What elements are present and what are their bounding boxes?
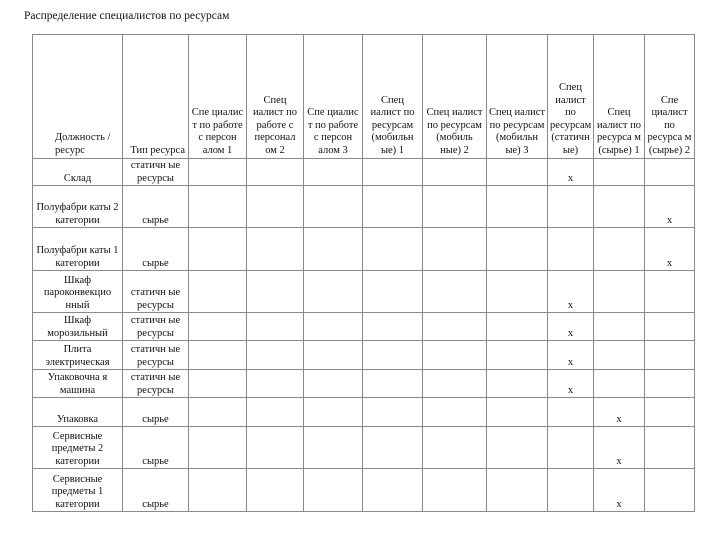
assignment-cell [548, 228, 594, 271]
assignment-cell [594, 186, 645, 228]
assignment-cell [363, 313, 423, 341]
resource-name-cell: Склад [33, 159, 123, 186]
assignment-cell [645, 398, 695, 427]
assignment-cell [594, 228, 645, 271]
assignment-cell [189, 469, 247, 512]
assignment-cell [247, 228, 304, 271]
table-row [33, 159, 695, 186]
assignment-cell [189, 271, 247, 313]
resource-type-cell: статичн ые ресурсы [123, 370, 189, 398]
assignment-cell [304, 271, 363, 313]
table-row [33, 398, 695, 427]
assignment-cell [189, 313, 247, 341]
assignment-cell [487, 427, 548, 469]
assignment-cell [304, 186, 363, 228]
assignment-cell [247, 469, 304, 512]
assignment-cell [423, 370, 487, 398]
page-title: Распределение специалистов по ресурсам [24, 10, 230, 22]
assignment-cell [645, 313, 695, 341]
assignment-cell [363, 341, 423, 370]
assignment-cell [304, 469, 363, 512]
assignment-cell [247, 341, 304, 370]
column-header: Тип ресурса [123, 35, 189, 159]
assignment-cell [645, 341, 695, 370]
assignment-cell [487, 271, 548, 313]
assignment-cell [548, 469, 594, 512]
resource-type-cell: сырье [123, 427, 189, 469]
table-row [33, 427, 695, 469]
table-header-row [33, 35, 695, 159]
assignment-cell [423, 271, 487, 313]
assignment-cell [189, 228, 247, 271]
resource-type-cell: статичн ые ресурсы [123, 313, 189, 341]
assignment-cell [423, 398, 487, 427]
resource-name-cell: Плита электрическая [33, 341, 123, 370]
assignment-cell [247, 427, 304, 469]
assignment-cell [594, 370, 645, 398]
resource-name-cell: Сервисные предметы 1 категории [33, 469, 123, 512]
assignment-cell: x [594, 427, 645, 469]
assignment-cell [189, 427, 247, 469]
assignment-cell: x [548, 313, 594, 341]
assignment-cell [487, 313, 548, 341]
resource-allocation-table [32, 34, 695, 512]
assignment-cell [423, 313, 487, 341]
column-header: Спец иалист по ресурса м (сырье) 1 [594, 35, 645, 159]
column-header: Спец иалист по ресурсам (мобиль ные) 2 [423, 35, 487, 159]
resource-name-cell: Упаковка [33, 398, 123, 427]
table-row [33, 271, 695, 313]
table-row [33, 370, 695, 398]
assignment-cell [487, 228, 548, 271]
resource-name-cell: Шкаф морозильный [33, 313, 123, 341]
table-row [33, 186, 695, 228]
assignment-cell [423, 228, 487, 271]
assignment-cell [304, 341, 363, 370]
resource-name-cell: Упаковочна я машина [33, 370, 123, 398]
assignment-cell [189, 341, 247, 370]
assignment-cell [304, 398, 363, 427]
column-header: Спе циалис т по работе с персон алом 1 [189, 35, 247, 159]
assignment-cell [423, 469, 487, 512]
assignment-cell [423, 427, 487, 469]
assignment-cell [304, 427, 363, 469]
assignment-cell [487, 370, 548, 398]
assignment-cell [363, 159, 423, 186]
table-row [33, 313, 695, 341]
assignment-cell [363, 186, 423, 228]
assignment-cell [304, 370, 363, 398]
column-header: Должность / ресурс [33, 35, 123, 159]
assignment-cell: x [548, 370, 594, 398]
assignment-cell [189, 186, 247, 228]
assignment-cell [594, 271, 645, 313]
table-body [33, 35, 695, 512]
table-row [33, 341, 695, 370]
column-header: Спец иалист по ресурсам (статичн ые) [548, 35, 594, 159]
resource-type-cell: статичн ые ресурсы [123, 271, 189, 313]
assignment-cell [247, 398, 304, 427]
assignment-cell [247, 370, 304, 398]
assignment-cell [423, 159, 487, 186]
resource-type-cell: сырье [123, 186, 189, 228]
assignment-cell [247, 271, 304, 313]
column-header: Спе циалист по ресурса м (сырье) 2 [645, 35, 695, 159]
assignment-cell [189, 398, 247, 427]
assignment-cell [304, 228, 363, 271]
assignment-cell [247, 159, 304, 186]
assignment-cell [548, 427, 594, 469]
assignment-cell [363, 370, 423, 398]
assignment-cell [487, 341, 548, 370]
resource-name-cell: Полуфабри каты 1 категории [33, 228, 123, 271]
assignment-cell [645, 370, 695, 398]
assignment-cell [363, 271, 423, 313]
assignment-cell [645, 427, 695, 469]
assignment-cell [304, 313, 363, 341]
assignment-cell [363, 398, 423, 427]
assignment-cell [487, 469, 548, 512]
column-header: Спец иалист по ресурсам (мобильн ые) 1 [363, 35, 423, 159]
assignment-cell [189, 370, 247, 398]
resource-type-cell: сырье [123, 228, 189, 271]
assignment-cell [247, 313, 304, 341]
assignment-cell [423, 341, 487, 370]
assignment-cell [594, 159, 645, 186]
assignment-cell [548, 186, 594, 228]
assignment-cell [189, 159, 247, 186]
assignment-cell: x [548, 159, 594, 186]
assignment-cell [363, 469, 423, 512]
assignment-cell [247, 186, 304, 228]
assignment-cell [423, 186, 487, 228]
column-header: Спец иалист по ресурсам (мобильн ые) 3 [487, 35, 548, 159]
assignment-cell [594, 341, 645, 370]
assignment-cell [548, 398, 594, 427]
table-row [33, 469, 695, 512]
resource-type-cell: статичн ые ресурсы [123, 159, 189, 186]
column-header: Спец иалист по работе с персонал ом 2 [247, 35, 304, 159]
assignment-cell: x [594, 398, 645, 427]
assignment-cell: x [645, 228, 695, 271]
assignment-cell [487, 186, 548, 228]
assignment-cell: x [594, 469, 645, 512]
resource-type-cell: статичн ые ресурсы [123, 341, 189, 370]
column-header: Спе циалис т по работе с персон алом 3 [304, 35, 363, 159]
assignment-cell: x [548, 341, 594, 370]
assignment-cell [487, 398, 548, 427]
resource-name-cell: Полуфабри каты 2 категории [33, 186, 123, 228]
assignment-cell [645, 469, 695, 512]
assignment-cell: x [548, 271, 594, 313]
resource-name-cell: Сервисные предметы 2 категории [33, 427, 123, 469]
assignment-cell: x [645, 186, 695, 228]
assignment-cell [594, 313, 645, 341]
resource-name-cell: Шкаф пароконвекцио нный [33, 271, 123, 313]
assignment-cell [304, 159, 363, 186]
table-row [33, 228, 695, 271]
resource-type-cell: сырье [123, 469, 189, 512]
assignment-cell [363, 427, 423, 469]
resource-type-cell: сырье [123, 398, 189, 427]
assignment-cell [645, 159, 695, 186]
assignment-cell [645, 271, 695, 313]
assignment-cell [363, 228, 423, 271]
assignment-cell [487, 159, 548, 186]
